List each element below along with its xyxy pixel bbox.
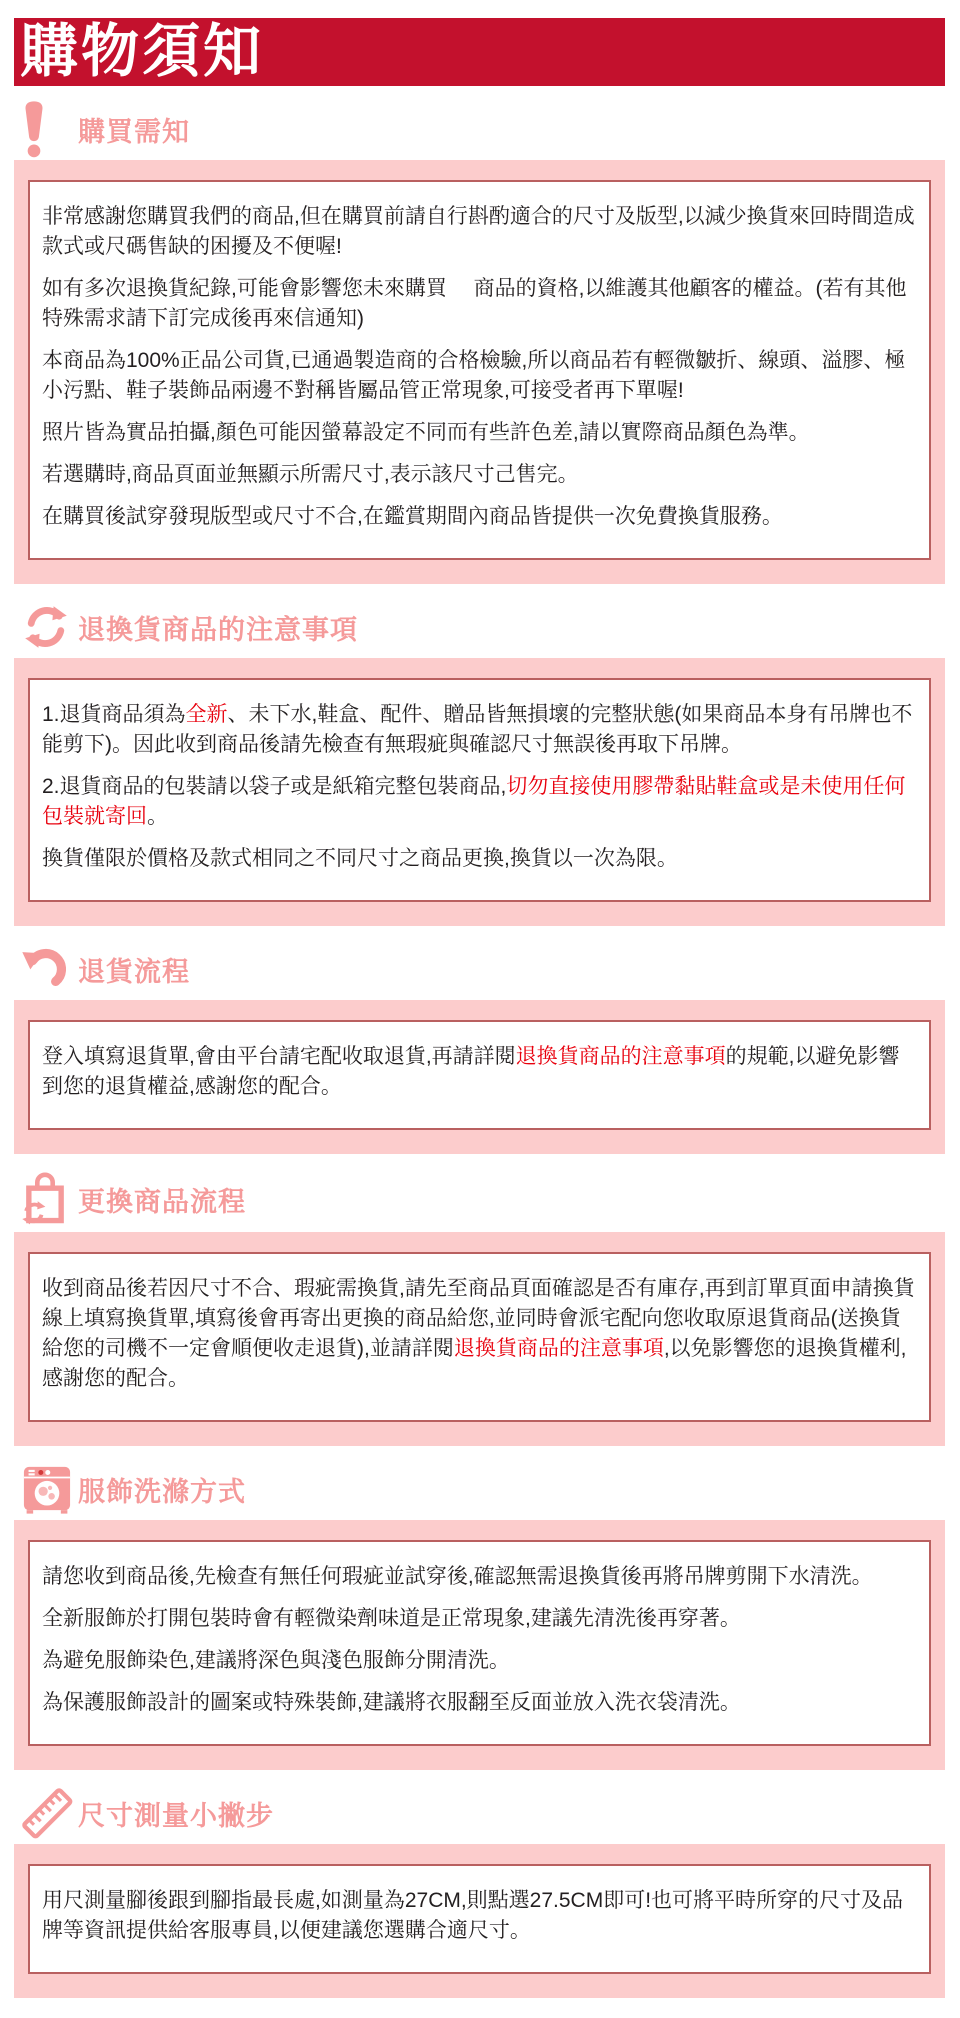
body-text: 全新服飾於打開包裝時會有輕微染劑味道是正常現象,建議先清洗後再穿著。 bbox=[42, 1607, 741, 1630]
washing-machine-icon bbox=[20, 1464, 78, 1514]
body-text: 本商品為100%正品公司貨,已通過製造商的合格檢驗,所以商品若有輕微皺折、線頭、溢膠、極小污點、鞋子裝飾品兩邊不對稱皆屬品管正常現象,可接受者再下單喔! bbox=[42, 349, 906, 402]
section-return-process bbox=[14, 936, 945, 1154]
paragraph bbox=[42, 1562, 917, 1592]
paragraph bbox=[42, 1886, 917, 1946]
section-panel bbox=[14, 1232, 945, 1446]
section-title: 退貨流程 bbox=[78, 956, 190, 987]
body-text: 若選購時,商品頁面並無顯示所需尺寸,表示該尺寸己售完。 bbox=[42, 463, 579, 486]
paragraph bbox=[42, 460, 917, 490]
section-header bbox=[14, 936, 945, 1000]
section-header bbox=[14, 1456, 945, 1520]
paragraph bbox=[42, 502, 917, 532]
body-text: 用尺測量腳後跟到腳指最長處,如測量為27CM,則點選27.5CM即可!也可將平時所穿的尺寸及品牌等資訊提供給客服專員,以便建議您選購合適尺寸。 bbox=[42, 1889, 904, 1942]
body-text: 為避免服飾染色,建議將深色與淺色服飾分開清洗。 bbox=[42, 1649, 510, 1672]
section-header bbox=[14, 1780, 945, 1844]
section-header bbox=[14, 1164, 945, 1232]
body-text: 換貨僅限於價格及款式相同之不同尺寸之商品更換,換貨以一次為限。 bbox=[42, 847, 678, 870]
paragraph bbox=[42, 700, 917, 760]
section-panel bbox=[14, 1844, 945, 1998]
body-text: 、未下水,鞋盒、配件、贈品皆無損壞的完整狀態(如果商品本身有吊牌也不能剪下)。因此收到商品後請先檢查有無瑕疵與確認尺寸無誤後再取下吊牌。 bbox=[42, 703, 913, 756]
highlighted-text: 全新 bbox=[185, 703, 228, 726]
highlighted-text: 切勿直接使用膠帶黏貼鞋盒或是未使用任何包裝就寄回 bbox=[42, 775, 906, 828]
section-content-box bbox=[28, 1540, 931, 1746]
section-content-box bbox=[28, 1252, 931, 1422]
section-header bbox=[14, 96, 945, 160]
section-panel bbox=[14, 658, 945, 926]
paragraph bbox=[42, 844, 917, 874]
body-text: 1.退貨商品須為 bbox=[42, 703, 186, 726]
exclamation-icon bbox=[20, 100, 78, 158]
paragraph bbox=[42, 202, 917, 262]
section-return-exchange-notes bbox=[14, 594, 945, 926]
section-purchase-notice bbox=[14, 96, 945, 584]
paragraph bbox=[42, 274, 917, 334]
section-washing-instructions bbox=[14, 1456, 945, 1770]
section-exchange-process bbox=[14, 1164, 945, 1446]
highlighted-text: 退換貨商品的注意事項 bbox=[453, 1337, 664, 1360]
highlighted-text: 退換貨商品的注意事項 bbox=[515, 1045, 726, 1068]
section-content-box bbox=[28, 678, 931, 902]
body-text: 請您收到商品後,先檢查有無任何瑕疵並試穿後,確認無需退換貨後再將吊牌剪開下水清洗。 bbox=[42, 1565, 873, 1588]
body-text: 的規範,以避免影響到您的退貨權益,感謝您的配合。 bbox=[42, 1045, 900, 1098]
return-arrow-icon bbox=[20, 942, 78, 996]
paragraph bbox=[42, 772, 917, 832]
section-title: 尺寸測量小撇步 bbox=[78, 1800, 274, 1831]
body-text: ,以免影響您的退換貨權利,感謝您的配合。 bbox=[42, 1337, 907, 1390]
paragraph bbox=[42, 1274, 917, 1394]
section-panel bbox=[14, 1520, 945, 1770]
page-title-banner bbox=[14, 18, 945, 86]
section-title: 更換商品流程 bbox=[78, 1186, 246, 1217]
body-text: 。 bbox=[147, 805, 168, 828]
body-text: 非常感謝您購買我們的商品,但在購買前請自行斟酌適合的尺寸及版型,以減少換貨來回時間造成款式或尺碼售缺的困擾及不便喔! bbox=[42, 205, 915, 258]
section-title: 購買需知 bbox=[78, 116, 190, 147]
body-text: 照片皆為實品拍攝,顏色可能因螢幕設定不同而有些許色差,請以實際商品顏色為準。 bbox=[42, 421, 810, 444]
body-text: 登入填寫退貨單,會由平台請宅配收取退貨,再請詳閱 bbox=[42, 1045, 516, 1068]
page-title: 購物須知 bbox=[20, 19, 265, 84]
section-panel bbox=[14, 1000, 945, 1154]
section-title: 服飾洗滌方式 bbox=[78, 1476, 246, 1507]
bag-exchange-icon bbox=[20, 1168, 78, 1230]
body-text: 2.退貨商品的包裝請以袋子或是紙箱完整包裝商品, bbox=[42, 775, 507, 798]
body-text: 在購買後試穿發現版型或尺寸不合,在鑑賞期間內商品皆提供一次免費換貨服務。 bbox=[42, 505, 783, 528]
paragraph bbox=[42, 346, 917, 406]
body-text: 收到商品後若因尺寸不合、瑕疵需換貨,請先至商品頁面確認是否有庫存,再到訂單頁面申請換貨線上填寫換貨單,填寫後會再寄出更換的商品給您,並同時會派宅配向您收取原退貨商品(送換貨給您的司機不一定會順便收走退貨),並請詳閱 bbox=[42, 1277, 915, 1360]
section-measuring-tips bbox=[14, 1780, 945, 1998]
section-content-box bbox=[28, 1864, 931, 1974]
section-title: 退換貨商品的注意事項 bbox=[78, 614, 358, 645]
ruler-icon bbox=[20, 1785, 78, 1841]
paragraph bbox=[42, 418, 917, 448]
section-panel bbox=[14, 160, 945, 584]
body-text: 如有多次退換貨紀錄,可能會影響您未來購買 商品的資格,以維護其他顧客的權益。(若有其他特殊需求請下訂完成後再來信通知) bbox=[42, 277, 907, 330]
section-content-box bbox=[28, 1020, 931, 1130]
section-content-box bbox=[28, 180, 931, 560]
body-text: 為保護服飾設計的圖案或特殊裝飾,建議將衣服翻至反面並放入洗衣袋清洗。 bbox=[42, 1691, 741, 1714]
section-header bbox=[14, 594, 945, 658]
paragraph bbox=[42, 1688, 917, 1718]
paragraph bbox=[42, 1604, 917, 1634]
paragraph bbox=[42, 1042, 917, 1102]
paragraph bbox=[42, 1646, 917, 1676]
refresh-arrows-icon bbox=[20, 603, 78, 651]
